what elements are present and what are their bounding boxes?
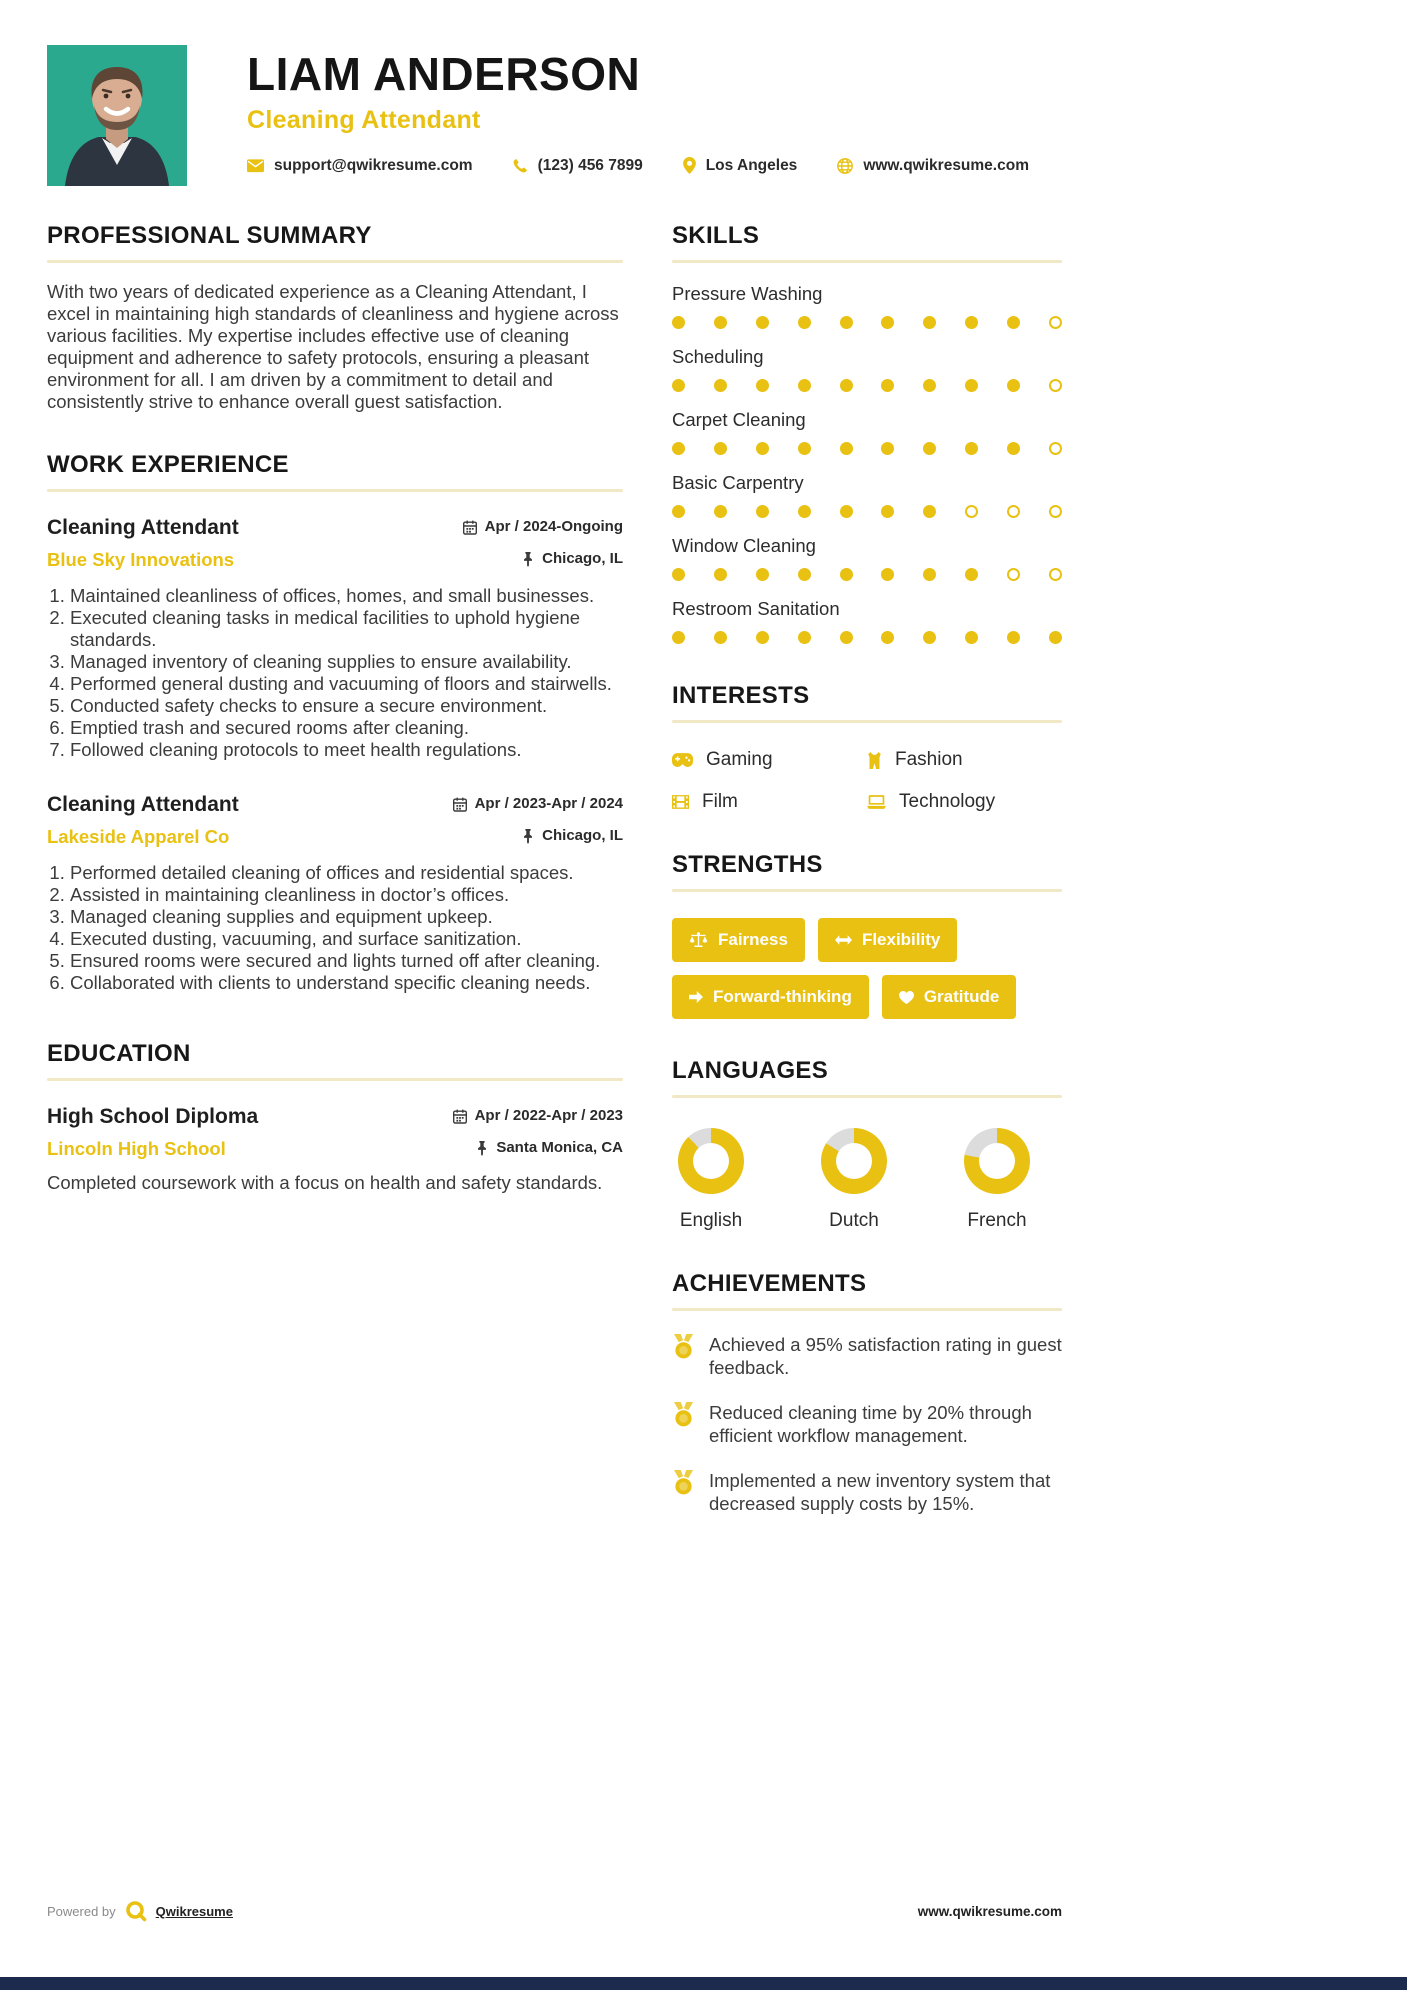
section-professional-summary xyxy=(47,222,623,413)
summary-heading: PROFESSIONAL SUMMARY xyxy=(47,222,372,249)
pushpin-icon xyxy=(522,829,534,844)
bullet-item: 3. Managed inventory of cleaning supplies to ensure availability. xyxy=(70,651,623,673)
job-location-text: Chicago, IL xyxy=(542,550,623,567)
interest-item xyxy=(867,749,1062,771)
skill-dot-filled xyxy=(840,379,853,392)
skill-item xyxy=(672,346,1062,392)
skill-dot-filled xyxy=(798,568,811,581)
interest-label: Gaming xyxy=(706,749,773,770)
job-entry xyxy=(47,516,623,761)
skill-dot-filled xyxy=(672,442,685,455)
section-achievements xyxy=(672,1270,1062,1515)
skill-dot-filled xyxy=(840,442,853,455)
skill-dot-filled xyxy=(714,505,727,518)
section-divider xyxy=(47,260,623,263)
skill-dot-filled xyxy=(840,631,853,644)
skill-dot-filled xyxy=(756,316,769,329)
language-item xyxy=(678,1128,744,1232)
languages-row xyxy=(678,1128,1030,1232)
interest-item xyxy=(672,749,867,771)
strengths-heading: STRENGTHS xyxy=(672,851,823,878)
skill-dot-filled xyxy=(881,316,894,329)
interests-heading: INTERESTS xyxy=(672,682,810,709)
skill-dot-filled xyxy=(756,568,769,581)
skill-dot-filled xyxy=(965,568,978,581)
skill-dot-filled xyxy=(672,379,685,392)
medal-icon xyxy=(672,1470,695,1497)
phone-item xyxy=(513,157,643,175)
skill-dot-filled xyxy=(965,379,978,392)
phone-icon xyxy=(513,158,528,173)
skill-dot-filled xyxy=(840,505,853,518)
profile-photo-image xyxy=(47,45,187,186)
pushpin-icon xyxy=(476,1141,488,1156)
achievements-heading: ACHIEVEMENTS xyxy=(672,1270,867,1297)
skill-name: Restroom Sanitation xyxy=(672,598,840,619)
skill-rating xyxy=(672,379,1062,392)
skill-name: Scheduling xyxy=(672,346,764,367)
skill-dot-filled xyxy=(1007,631,1020,644)
education-location xyxy=(476,1139,623,1156)
job-bullets xyxy=(47,862,623,994)
languages-heading: LANGUAGES xyxy=(672,1057,829,1084)
job-dates-text: Apr / 2023-Apr / 2024 xyxy=(474,795,623,812)
skill-rating xyxy=(672,316,1062,329)
skills-list xyxy=(672,283,1062,644)
strength-label: Flexibility xyxy=(861,930,941,949)
email-link[interactable] xyxy=(247,157,473,175)
education-description: Completed coursework with a focus on health and safety standards. xyxy=(47,1172,603,1193)
skill-dot-filled xyxy=(923,316,936,329)
education-entry xyxy=(47,1105,623,1194)
skill-rating xyxy=(672,442,1062,455)
section-divider xyxy=(672,260,1062,263)
skill-dot-filled xyxy=(714,442,727,455)
skills-heading: SKILLS xyxy=(672,222,760,249)
skill-item xyxy=(672,472,1062,518)
header xyxy=(47,45,1062,186)
strength-label: Forward-thinking xyxy=(713,987,852,1006)
skill-dot-filled xyxy=(881,568,894,581)
calendar-icon xyxy=(453,797,467,812)
interest-label: Film xyxy=(702,791,738,812)
skill-dot-filled xyxy=(798,442,811,455)
phone-text: (123) 456 7899 xyxy=(537,156,643,174)
skill-dot-filled xyxy=(672,316,685,329)
bullet-item: 6. Collaborated with clients to understand specific cleaning needs. xyxy=(70,972,623,994)
right-column xyxy=(672,222,1062,1515)
footer-website: www.qwikresume.com xyxy=(917,1903,1062,1919)
qwikresume-logo-icon xyxy=(125,1900,147,1922)
job-dates xyxy=(463,518,623,535)
interest-label: Technology xyxy=(899,791,996,812)
skill-dot-filled xyxy=(923,442,936,455)
interest-item xyxy=(672,791,867,813)
section-languages xyxy=(672,1057,1062,1232)
double-arrow-icon xyxy=(835,935,852,945)
interests-grid xyxy=(672,749,1062,813)
degree-title: High School Diploma xyxy=(47,1105,259,1128)
skill-dot-filled xyxy=(798,631,811,644)
contact-bar xyxy=(247,157,1029,175)
skill-dot-filled xyxy=(965,631,978,644)
job-dates-text: Apr / 2024-Ongoing xyxy=(484,518,623,535)
section-education xyxy=(47,1040,623,1194)
skill-item xyxy=(672,598,1062,644)
education-heading: EDUCATION xyxy=(47,1040,191,1067)
skill-name: Basic Carpentry xyxy=(672,472,804,493)
candidate-job-title: Cleaning Attendant xyxy=(247,105,481,134)
strength-badge xyxy=(882,975,1017,1019)
bullet-item: 1. Maintained cleanliness of offices, homes, and small businesses. xyxy=(70,585,623,607)
job-bullets xyxy=(47,585,623,761)
footer-bar xyxy=(0,1977,1407,1990)
skill-dot-filled xyxy=(923,505,936,518)
language-donut-chart xyxy=(964,1128,1030,1194)
skill-item xyxy=(672,535,1062,581)
job-entry xyxy=(47,793,623,994)
laptop-icon xyxy=(867,795,886,809)
section-divider xyxy=(47,489,623,492)
map-pin-icon xyxy=(683,157,696,174)
strength-label: Gratitude xyxy=(923,987,1000,1006)
skill-dot-empty xyxy=(1049,379,1062,392)
skill-dot-filled xyxy=(1007,316,1020,329)
scales-icon xyxy=(689,932,708,948)
skill-dot-filled xyxy=(881,442,894,455)
interest-label: Fashion xyxy=(895,749,963,770)
section-divider xyxy=(672,1308,1062,1311)
footer xyxy=(47,1900,1062,1922)
company-name: Lakeside Apparel Co xyxy=(47,826,230,847)
skill-dot-filled xyxy=(714,379,727,392)
achievement-item xyxy=(672,1469,1062,1515)
section-interests xyxy=(672,682,1062,813)
skill-dot-empty xyxy=(1049,316,1062,329)
profile-photo xyxy=(47,45,187,186)
skill-dot-filled xyxy=(1049,631,1062,644)
bullet-item: 5. Ensured rooms were secured and lights turned off after cleaning. xyxy=(70,950,623,972)
job-position-title: Cleaning Attendant xyxy=(47,516,239,539)
skill-item xyxy=(672,409,1062,455)
language-donut-chart xyxy=(678,1128,744,1194)
website-link[interactable] xyxy=(837,157,1029,175)
language-label: Dutch xyxy=(829,1210,879,1231)
skill-dot-filled xyxy=(923,631,936,644)
powered-by-text: Powered by xyxy=(47,1903,116,1919)
language-item xyxy=(821,1128,887,1232)
skill-dot-filled xyxy=(1007,442,1020,455)
globe-icon xyxy=(837,158,853,174)
pushpin-icon xyxy=(522,552,534,567)
header-info xyxy=(247,45,1029,186)
bullet-item: 1. Performed detailed cleaning of offices and residential spaces. xyxy=(70,862,623,884)
skill-name: Window Cleaning xyxy=(672,535,816,556)
skill-dot-filled xyxy=(714,631,727,644)
skill-dot-empty xyxy=(1049,442,1062,455)
qwikresume-link[interactable]: Qwikresume xyxy=(155,1903,233,1919)
arrow-right-icon xyxy=(689,991,703,1003)
section-divider xyxy=(672,720,1062,723)
language-label: English xyxy=(679,1210,743,1231)
skill-dot-filled xyxy=(965,316,978,329)
skill-dot-filled xyxy=(1007,379,1020,392)
envelope-icon xyxy=(247,159,264,173)
skill-dot-filled xyxy=(798,316,811,329)
candidate-name: LIAM ANDERSON xyxy=(247,48,641,100)
skill-dot-filled xyxy=(672,631,685,644)
skill-dot-filled xyxy=(756,631,769,644)
skill-dot-filled xyxy=(756,379,769,392)
work-heading: WORK EXPERIENCE xyxy=(47,451,289,478)
skill-dot-filled xyxy=(881,379,894,392)
skill-dot-filled xyxy=(756,442,769,455)
powered-by xyxy=(47,1900,233,1922)
job-location-text: Chicago, IL xyxy=(542,827,623,844)
skill-dot-filled xyxy=(798,505,811,518)
company-name: Blue Sky Innovations xyxy=(47,549,235,570)
skill-dot-filled xyxy=(672,505,685,518)
skill-dot-empty xyxy=(1049,505,1062,518)
bullet-item: 4. Performed general dusting and vacuuming of floors and stairwells. xyxy=(70,673,623,695)
medal-icon xyxy=(672,1334,695,1361)
location-item xyxy=(683,157,798,175)
skill-dot-empty xyxy=(1007,568,1020,581)
skill-name: Carpet Cleaning xyxy=(672,409,806,430)
website-text: www.qwikresume.com xyxy=(863,156,1029,174)
strengths-badges xyxy=(672,918,1062,1019)
achievement-item xyxy=(672,1401,1062,1447)
achievements-list xyxy=(672,1333,1062,1515)
skill-dot-filled xyxy=(840,316,853,329)
language-donut-chart xyxy=(821,1128,887,1194)
bullet-item: 7. Followed cleaning protocols to meet health regulations. xyxy=(70,739,623,761)
skill-item xyxy=(672,283,1062,329)
skill-dot-empty xyxy=(1049,568,1062,581)
education-dates xyxy=(453,1107,623,1124)
language-item xyxy=(964,1128,1030,1232)
email-text: support@qwikresume.com xyxy=(274,156,473,174)
section-divider xyxy=(672,1095,1062,1098)
education-dates-text: Apr / 2022-Apr / 2023 xyxy=(474,1107,623,1124)
section-skills xyxy=(672,222,1062,644)
skill-rating xyxy=(672,631,1062,644)
strength-badge xyxy=(672,918,805,962)
bullet-item: 5. Conducted safety checks to ensure a secure environment. xyxy=(70,695,623,717)
resume-content xyxy=(47,45,1062,1515)
calendar-icon xyxy=(453,1109,467,1124)
job-position-title: Cleaning Attendant xyxy=(47,793,239,816)
section-divider xyxy=(47,1078,623,1081)
interest-item xyxy=(867,791,1062,813)
skill-dot-filled xyxy=(756,505,769,518)
skill-dot-empty xyxy=(1007,505,1020,518)
school-name: Lincoln High School xyxy=(47,1138,226,1159)
bullet-item: 6. Emptied trash and secured rooms after cleaning. xyxy=(70,717,623,739)
bullet-item: 4. Executed dusting, vacuuming, and surface sanitization. xyxy=(70,928,623,950)
bullet-item: 2. Executed cleaning tasks in medical facilities to uphold hygiene standards. xyxy=(70,607,623,651)
strength-label: Fairness xyxy=(718,930,788,949)
education-location-text: Santa Monica, CA xyxy=(496,1139,623,1156)
skill-dot-filled xyxy=(714,568,727,581)
achievement-item xyxy=(672,1333,1062,1379)
heart-icon xyxy=(899,991,914,1004)
bullet-item: 2. Assisted in maintaining cleanliness in doctor’s offices. xyxy=(70,884,623,906)
achievement-text: Achieved a 95% satisfaction rating in guest feedback. xyxy=(709,1334,1062,1378)
left-column xyxy=(47,222,623,1194)
section-work-experience xyxy=(47,451,623,994)
job-location xyxy=(522,827,623,844)
skill-dot-filled xyxy=(714,316,727,329)
section-strengths xyxy=(672,851,1062,1019)
bullet-item: 3. Managed cleaning supplies and equipment upkeep. xyxy=(70,906,623,928)
skill-dot-filled xyxy=(965,442,978,455)
skill-dot-filled xyxy=(798,379,811,392)
skill-dot-filled xyxy=(840,568,853,581)
skill-dot-empty xyxy=(965,505,978,518)
strength-badge xyxy=(672,975,869,1019)
strength-badge xyxy=(818,918,957,962)
skill-dot-filled xyxy=(923,379,936,392)
skill-name: Pressure Washing xyxy=(672,283,823,304)
skill-rating xyxy=(672,505,1062,518)
section-divider xyxy=(672,889,1062,892)
skill-dot-filled xyxy=(672,568,685,581)
job-dates xyxy=(453,795,623,812)
film-icon xyxy=(672,795,689,809)
achievement-text: Reduced cleaning time by 20% through efficient workflow management. xyxy=(709,1402,1032,1446)
body-columns xyxy=(47,222,1062,1515)
skill-dot-filled xyxy=(923,568,936,581)
language-label: French xyxy=(967,1210,1027,1231)
vest-icon xyxy=(867,752,882,769)
skill-dot-filled xyxy=(881,505,894,518)
gamepad-icon xyxy=(672,753,693,767)
job-location xyxy=(522,550,623,567)
skill-dot-filled xyxy=(881,631,894,644)
achievement-text: Implemented a new inventory system that decreased supply costs by 15%. xyxy=(709,1470,1051,1514)
calendar-icon xyxy=(463,520,477,535)
skill-rating xyxy=(672,568,1062,581)
location-text: Los Angeles xyxy=(705,156,798,174)
summary-text: With two years of dedicated experience as a Cleaning Attendant, I excel in maintaining high standards of cleanliness and hygiene across various facilities. My expertise includes effective use of cleaning equipment and adherence to safety protocols, ensuring a pleasant environment for all. I am driven by a commitment to detail and consistently strive to enhance overall guest satisfaction. xyxy=(47,281,619,412)
medal-icon xyxy=(672,1402,695,1429)
